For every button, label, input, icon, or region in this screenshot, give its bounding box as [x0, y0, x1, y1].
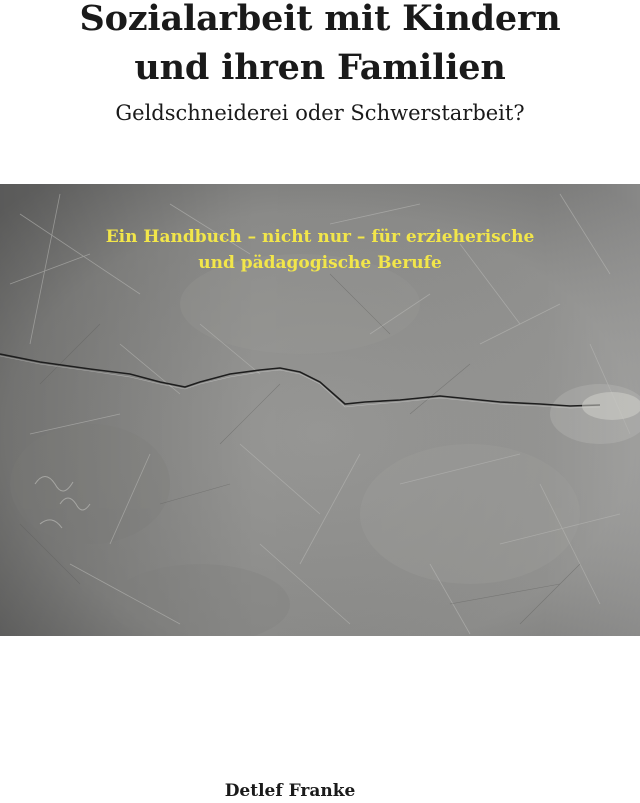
tagline-line-2: und pädagogische Berufe: [198, 253, 442, 273]
book-subtitle: Geldschneiderei oder Schwerstarbeit?: [115, 101, 525, 125]
tagline-line-1: Ein Handbuch – nicht nur – für erzieherische: [105, 227, 535, 247]
book-title: [0, 0, 640, 92]
title-line-2: und ihren Familien: [134, 47, 506, 88]
book-tagline: [0, 224, 640, 276]
title-line-1: Sozialarbeit mit Kindern: [79, 0, 561, 39]
book-author: Detlef Franke: [224, 781, 356, 801]
